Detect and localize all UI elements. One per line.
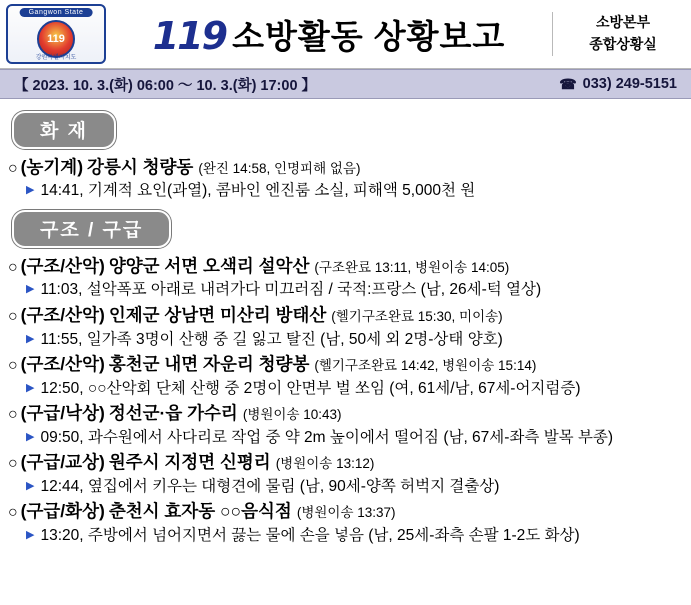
incident-category: (구조/산악)	[20, 256, 105, 277]
incident-location: 인제군 상남면 미산리 방태산	[108, 305, 327, 326]
section-fire	[8, 105, 683, 202]
incident-headline	[8, 303, 683, 328]
report-body	[0, 99, 691, 546]
circle-bullet-icon: ○	[8, 160, 18, 177]
incident-detail-text: 11:03, 설악폭포 아래로 내려가다 미끄러짐 / 국적:프랑스 (남, 26세-턱 열상)	[40, 281, 542, 299]
incident-detail-line	[26, 476, 683, 498]
gangwon-fire-emblem	[6, 4, 106, 64]
incident-status-note: (헬기구조완료 15:30, 미이송)	[331, 309, 503, 325]
incident-location: 홍천군 내면 자운리 청량봉	[108, 354, 310, 375]
incident-detail-line	[26, 427, 683, 449]
incident-detail-line	[26, 279, 683, 301]
list-item	[8, 155, 683, 202]
incident-detail-line	[26, 525, 683, 547]
incident-detail-text: 12:44, 옆집에서 키우는 대형견에 물림 (남, 90세-양쪽 허벅지 결출상)	[40, 477, 500, 495]
incident-location: 춘천시 효자동 ○○음식점	[108, 501, 292, 522]
incident-category: (농기계)	[20, 157, 84, 177]
incident-status-note: (병원이송 13:37)	[296, 505, 396, 521]
list-item	[8, 499, 683, 546]
incident-detail-text: 12:50, ○○산악회 단체 산행 중 2명이 안면부 벌 쏘임 (여, 61세/남, 67세-어지럼증)	[40, 379, 581, 397]
incident-detail-text: 11:55, 일가족 3명이 산행 중 길 잃고 탈진 (남, 50세 외 2명-상태 양호)	[40, 330, 503, 348]
incident-category: (구조/산악)	[20, 354, 105, 375]
triangle-bullet-icon: ▶	[26, 479, 35, 492]
phone-icon: ☎	[559, 75, 577, 92]
logo-119: 119	[152, 14, 227, 58]
incident-location: 강릉시 청량동	[87, 157, 194, 177]
incident-location: 양양군 서면 오색리 설악산	[108, 256, 310, 277]
incident-status-note: (구조완료 13:11, 병원이송 14:05)	[314, 260, 510, 276]
incident-category: (구급/낙상)	[20, 403, 105, 424]
incident-location: 정선군·읍 가수리	[108, 403, 238, 424]
circle-bullet-icon: ○	[8, 455, 18, 473]
incident-detail-line	[26, 180, 683, 202]
incident-detail-text: 14:41, 기계적 요인(과열), 콤바인 엔진룸 소실, 피해액 5,000천 원	[40, 182, 476, 200]
incident-headline	[8, 401, 683, 426]
triangle-bullet-icon: ▶	[26, 381, 35, 394]
incident-detail-text: 09:50, 과수원에서 사다리로 작업 중 약 2m 높이에서 떨어짐 (남, 67세-좌측 발목 부종)	[40, 428, 614, 446]
circle-bullet-icon: ○	[8, 406, 18, 424]
incident-headline	[8, 155, 683, 180]
report-period-bar	[0, 69, 691, 99]
incident-category: (구급/교상)	[20, 452, 105, 473]
section-rescue-ems	[8, 204, 683, 546]
circle-bullet-icon: ○	[8, 504, 18, 522]
triangle-bullet-icon: ▶	[26, 332, 35, 345]
incident-category: (구조/산악)	[20, 305, 105, 326]
emblem-crest: 119	[37, 20, 75, 58]
section-title-fire: 화 재	[12, 111, 116, 149]
triangle-bullet-icon: ▶	[26, 184, 35, 197]
incident-status-note: (완진 14:58, 인명피해 없음)	[198, 161, 361, 176]
report-period-text: 【 2023. 10. 3.(화) 06:00 ～ 10. 3.(화) 17:00 】	[14, 77, 317, 94]
incident-detail-line	[26, 378, 683, 400]
list-item	[8, 254, 683, 301]
list-item	[8, 352, 683, 399]
circle-bullet-icon: ○	[8, 357, 18, 375]
title-block	[106, 11, 552, 58]
circle-bullet-icon: ○	[8, 308, 18, 326]
page-title: 소방활동 상황보고	[232, 17, 506, 55]
hq-line-1: 소방본부	[595, 14, 651, 31]
incident-headline	[8, 450, 683, 475]
list-item	[8, 450, 683, 497]
triangle-bullet-icon: ▶	[26, 283, 35, 296]
incident-status-note: (병원이송 10:43)	[242, 407, 342, 423]
incident-category: (구급/화상)	[20, 501, 105, 522]
incident-detail-line	[26, 329, 683, 351]
triangle-bullet-icon: ▶	[26, 430, 35, 443]
incident-headline	[8, 352, 683, 377]
list-item	[8, 401, 683, 448]
incident-detail-text: 13:20, 주방에서 넘어지면서 끓는 물에 손을 넣음 (남, 25세-좌측 손팔 1-2도 화상)	[40, 526, 580, 544]
emblem-top-text: Gangwon State	[20, 8, 93, 17]
incident-status-note: (헬기구조완료 14:42, 병원이송 15:14)	[314, 358, 537, 374]
incident-status-note: (병원이송 13:12)	[275, 456, 375, 472]
page-header	[0, 0, 691, 69]
list-item	[8, 303, 683, 350]
section-title-rescue-ems: 구조 / 구급	[12, 210, 171, 248]
hq-line-2: 종합상황실	[589, 36, 657, 52]
incident-headline	[8, 254, 683, 279]
contact-phone-number: 033) 249-5151	[582, 76, 677, 92]
emblem-bottom-text: 강원특별자치도	[35, 55, 77, 61]
incident-location: 원주시 지정면 신평리	[108, 452, 271, 473]
incident-headline	[8, 499, 683, 524]
headquarters-label	[552, 12, 687, 55]
contact-block	[559, 76, 677, 93]
circle-bullet-icon: ○	[8, 259, 18, 277]
triangle-bullet-icon: ▶	[26, 528, 35, 541]
